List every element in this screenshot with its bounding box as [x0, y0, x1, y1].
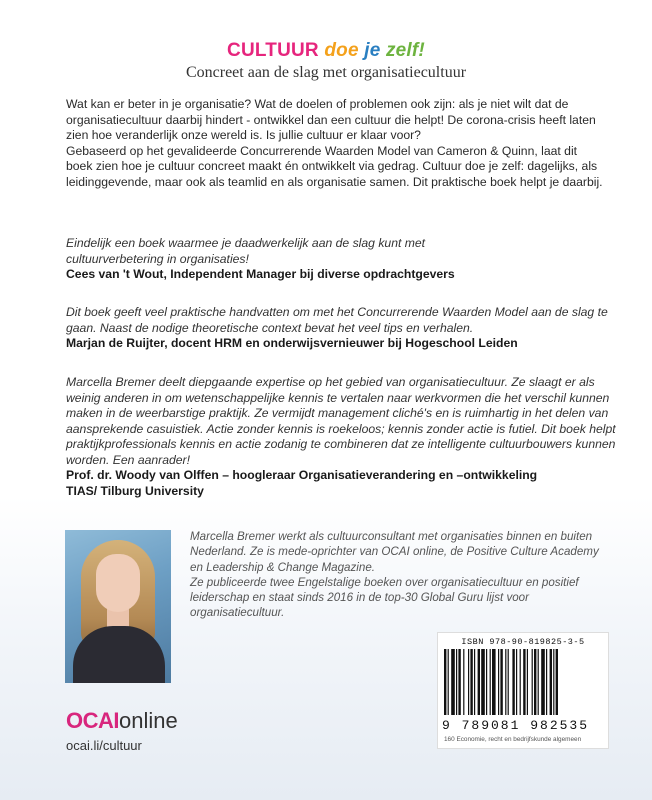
title-word-cultuur: CULTUUR — [227, 40, 319, 61]
testimonial-author: Prof. dr. Woody van Olffen – hoogleraar Organisatieverandering en –ontwikkeling — [66, 468, 538, 482]
isbn-number: 9 789081 982535 — [442, 718, 590, 733]
ocai-logo — [66, 708, 178, 734]
title-word-je: je — [364, 40, 381, 61]
book-subtitle: Concreet aan de slag met organisatiecultuur — [185, 64, 467, 81]
testimonial-2 — [66, 305, 616, 352]
book-title — [0, 40, 652, 62]
isbn-label: ISBN 978-90-819825-3-5 — [461, 637, 585, 647]
testimonial-text: Dit boek geeft veel praktische handvatten om met het Concurrerende Waarden Model aan de slag te gaan. Naast de nodige theoretische context bevat het veel tips en verhalen. — [66, 305, 608, 335]
intro-paragraph-2: Gebaseerd op het gevalideerde Concurrerende Waarden Model van Cameron & Quinn, laat dit boek zien hoe je cultuur concreet maakt én ontwikkelt via gedrag. Cultuur doe je zelf: dagelijks, als leidinggevende, maar ook als teamlid en als organisatie samen. Dit praktische boek helpt je daarbij. — [66, 143, 603, 189]
title-word-doe: doe — [324, 40, 359, 61]
isbn-barcode — [437, 632, 609, 749]
logo-brand: OCAI — [66, 708, 119, 733]
logo-url: ocai.li/cultuur — [66, 738, 142, 753]
author-photo — [65, 530, 171, 683]
testimonial-3 — [66, 375, 616, 499]
testimonial-author-affiliation: TIAS/ Tilburg University — [66, 483, 204, 498]
intro-paragraph-1: Wat kan er beter in je organisatie? Wat de doelen of problemen ook zijn: als je niet wilt dat de organisatiecultuur daarbij hindert - ontwikkel dan een cultuur die helpt! De corona-crisis heeft laten zien hoe veranderlijk onze wereld is. Is jullie cultuur er klaar voor? — [66, 97, 596, 142]
author-bio — [190, 529, 610, 621]
testimonial-author: Cees van 't Wout, Independent Manager bij diverse opdrachtgevers — [66, 267, 455, 281]
intro-text — [66, 97, 606, 190]
logo-suffix: online — [119, 708, 178, 733]
testimonial-1 — [66, 236, 616, 283]
barcode-bars — [444, 649, 602, 717]
testimonial-text: Marcella Bremer deelt diepgaande expertise op het gebied van organisatiecultuur. Ze slaagt er als weinig anderen in om wetenschappelijke kennis te vertalen naar werkvormen die het verschil kunnen maken in de weerbarstige praktijk. Ze vermijdt management cliché's en is ruimhartig in het delen van aansprekende casuistiek. Actie zonder kennis is roekeloos; kennis zonder actie is futiel. Dit boek helpt praktijkprofessionals kennis en actie zodanig te combineren dat ze intelligente cultuurbouwers kunnen worden. Een aanrader! — [66, 375, 616, 467]
title-word-zelf: zelf! — [385, 40, 425, 61]
testimonial-author: Marjan de Ruijter, docent HRM en onderwijsvernieuwer bij Hogeschool Leiden — [66, 336, 518, 350]
cover-header — [0, 40, 652, 82]
testimonial-text: Eindelijk een boek waarmee je daadwerkelijk aan de slag kunt met cultuurverbetering in organisaties! — [66, 236, 426, 266]
isbn-category: 160 Economie, recht en bedrijfskunde algemeen — [444, 736, 582, 743]
bio-paragraph-1: Marcella Bremer werkt als cultuurconsultant met organisaties binnen en buiten Nederland. Ze is mede-oprichter van OCAI online, de Positive Culture Academy en Leadership & Change Magazine. — [190, 530, 599, 574]
bio-paragraph-2: Ze publiceerde twee Engelstalige boeken over organisatiecultuur en positief leiderschap en staat sinds 2016 in de top-30 Global Guru lijst voor organisatiecultuur. — [190, 575, 579, 620]
